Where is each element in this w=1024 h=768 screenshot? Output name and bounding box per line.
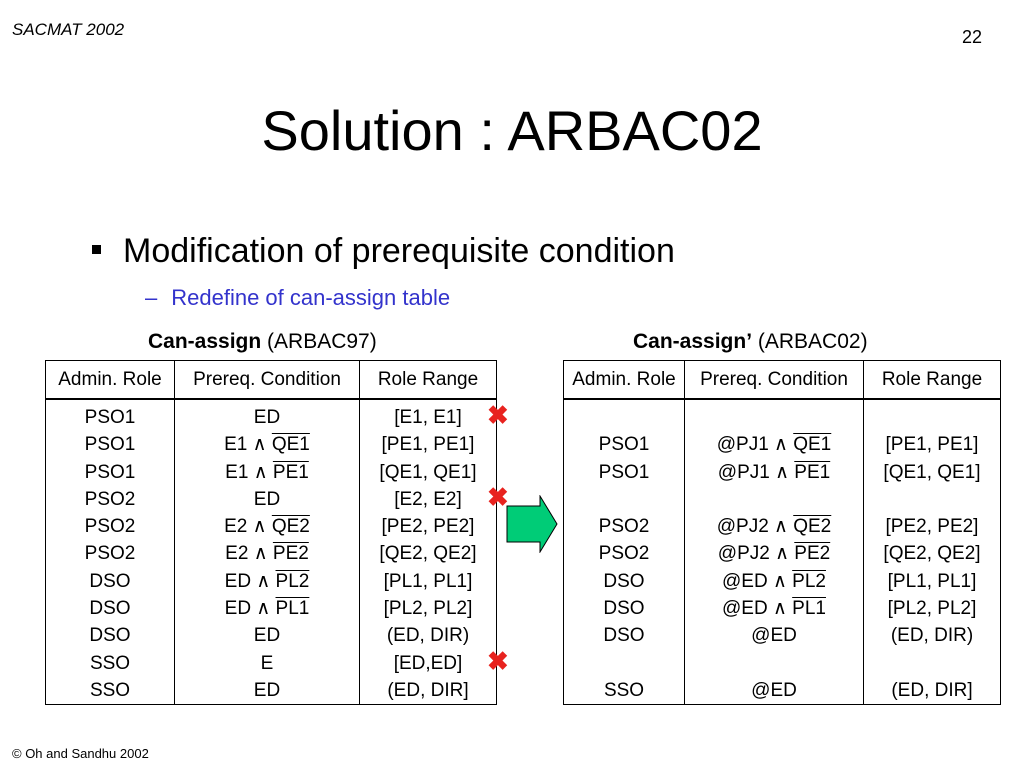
- table-cell: PSO1: [598, 461, 650, 483]
- table-cell: PSO2: [84, 488, 136, 510]
- table-cell: [175, 595, 359, 622]
- condition-term: E1 ∧: [225, 461, 273, 483]
- table-cell: [685, 595, 863, 622]
- table-cell: [175, 486, 359, 513]
- condition-term: @ED: [751, 625, 797, 647]
- table-header-row: [46, 361, 496, 400]
- table-cell: [PL2, PL2]: [383, 598, 473, 620]
- right-caption-bold: Can-assign’: [633, 330, 753, 353]
- right-table-caption: [633, 330, 868, 354]
- negated-term: QE2: [271, 516, 310, 538]
- table-cell: SSO: [89, 679, 131, 701]
- negated-term: QE1: [793, 434, 832, 456]
- table-cell: [175, 431, 359, 458]
- bullet-text: Modification of prerequisite condition: [123, 232, 675, 270]
- table-header-row: [564, 361, 1000, 400]
- table-cell: [685, 568, 863, 595]
- condition-term: E: [260, 652, 274, 674]
- table-cell: PSO1: [598, 434, 650, 456]
- removed-row-x-icon: ✖: [487, 645, 509, 676]
- table-cell: [685, 650, 863, 677]
- table-cell: [PL1, PL1]: [887, 570, 977, 592]
- table-cell: [685, 540, 863, 567]
- table-cell: (ED, DIR): [890, 625, 974, 647]
- condition-term: @PJ1 ∧: [717, 461, 795, 483]
- table-cell: [175, 513, 359, 540]
- can-assign-table-arbac02: [563, 360, 1001, 705]
- condition-term: ED: [253, 488, 281, 510]
- table-cell: [685, 431, 863, 458]
- table-cell: [QE1, QE1]: [379, 461, 477, 483]
- bullet-square-icon: [92, 245, 101, 254]
- table-cell: DSO: [89, 625, 131, 647]
- conference-label: SACMAT 2002: [12, 20, 125, 39]
- negated-term: QE1: [271, 434, 310, 456]
- table-cell: [QE2, QE2]: [883, 543, 981, 565]
- left-table-caption: [148, 330, 377, 354]
- table-cell: [PE1, PE1]: [885, 434, 979, 456]
- table-cell: [PL2, PL2]: [887, 598, 977, 620]
- table-cell: DSO: [603, 598, 645, 620]
- left-caption-bold: Can-assign: [148, 330, 262, 353]
- table-cell: [685, 622, 863, 649]
- column-header: Role Range: [863, 361, 1000, 398]
- negated-term: QE2: [793, 516, 832, 538]
- table-cell: (ED, DIR]: [387, 679, 469, 701]
- table-column-prereq-conditions: [684, 400, 863, 704]
- table-cell: [PE1, PE1]: [381, 434, 475, 456]
- sub-bullet-text: Redefine of can-assign table: [171, 285, 451, 310]
- condition-term: ED: [253, 625, 281, 647]
- table-cell: SSO: [603, 679, 645, 701]
- condition-term: @ED ∧: [722, 570, 793, 592]
- table-cell: [564, 650, 684, 677]
- table-cell: [175, 404, 359, 431]
- table-cell: [864, 650, 1000, 677]
- page-number: 22: [961, 27, 982, 47]
- negated-term: PL2: [275, 570, 310, 592]
- table-column-admin-roles: [564, 400, 684, 704]
- condition-term: ED: [253, 679, 281, 701]
- table-cell: [175, 568, 359, 595]
- negated-term: PE1: [794, 461, 831, 483]
- negated-term: PL1: [275, 598, 310, 620]
- table-cell: [564, 486, 684, 513]
- table-cell: DSO: [89, 598, 131, 620]
- table-cell: [PE2, PE2]: [381, 516, 475, 538]
- condition-term: @PJ1 ∧: [716, 434, 794, 456]
- table-cell: PSO1: [84, 407, 136, 428]
- dash-icon: –: [145, 285, 158, 310]
- table-column-role-ranges: [359, 400, 496, 704]
- table-cell: [175, 677, 359, 704]
- right-arrow-icon: [506, 495, 558, 553]
- table-column-role-ranges: [863, 400, 1000, 704]
- table-cell: [175, 650, 359, 677]
- table-cell: [PL1, PL1]: [383, 570, 473, 592]
- table-column-admin-roles: [46, 400, 174, 704]
- table-cell: PSO1: [84, 461, 136, 483]
- table-cell: [175, 622, 359, 649]
- table-column-prereq-conditions: [174, 400, 359, 704]
- condition-term: @PJ2 ∧: [717, 543, 795, 565]
- condition-term: ED ∧: [224, 570, 276, 592]
- table-cell: SSO: [89, 652, 131, 674]
- negated-term: PL2: [792, 570, 826, 592]
- table-cell: DSO: [603, 625, 645, 647]
- condition-term: E2 ∧: [225, 543, 273, 565]
- column-header: Prereq. Condition: [684, 361, 863, 398]
- table-cell: [864, 404, 1000, 431]
- column-header: Admin. Role: [58, 368, 162, 390]
- condition-term: ED: [253, 407, 281, 428]
- column-header: Role Range: [359, 361, 496, 398]
- condition-term: @ED: [751, 679, 797, 701]
- table-cell: (ED, DIR]: [891, 679, 973, 701]
- table-cell: DSO: [603, 570, 645, 592]
- table-cell: PSO2: [598, 543, 650, 565]
- table-cell: [864, 486, 1000, 513]
- footer-copyright: © Oh and Sandhu 2002: [12, 746, 149, 761]
- negated-term: PE1: [272, 461, 309, 483]
- negated-term: PE2: [794, 543, 831, 565]
- sub-bullet-item: [145, 285, 450, 311]
- negated-term: PL1: [792, 598, 826, 620]
- condition-term: ED ∧: [224, 598, 276, 620]
- table-cell: [685, 513, 863, 540]
- condition-term: E2 ∧: [224, 516, 272, 538]
- slide-title: Solution : ARBAC02: [261, 99, 763, 162]
- condition-term: @ED ∧: [722, 598, 793, 620]
- can-assign-table-arbac97: [45, 360, 497, 705]
- column-header: Prereq. Condition: [174, 361, 359, 398]
- table-cell: [685, 486, 863, 513]
- table-cell: [175, 459, 359, 486]
- condition-term: @PJ2 ∧: [716, 516, 794, 538]
- negated-term: PE2: [272, 543, 309, 565]
- removed-row-x-icon: ✖: [487, 400, 509, 430]
- table-cell: [685, 677, 863, 704]
- condition-term: E1 ∧: [224, 434, 272, 456]
- table-cell: PSO2: [84, 516, 136, 538]
- right-caption-rest: (ARBAC02): [752, 330, 868, 353]
- table-cell: [ED,ED]: [393, 652, 463, 674]
- table-cell: (ED, DIR): [386, 625, 470, 647]
- table-cell: [564, 404, 684, 431]
- bullet-item: [92, 232, 675, 271]
- table-cell: [685, 459, 863, 486]
- table-cell: [PE2, PE2]: [885, 516, 979, 538]
- removed-row-x-icon: ✖: [487, 481, 509, 512]
- table-cell: PSO2: [84, 543, 136, 565]
- table-cell: [QE2, QE2]: [379, 543, 477, 565]
- table-cell: [685, 404, 863, 431]
- table-cell: [QE1, QE1]: [883, 461, 981, 483]
- table-cell: [175, 540, 359, 567]
- left-caption-rest: (ARBAC97): [261, 330, 377, 353]
- table-cell: [E1, E1]: [394, 407, 462, 428]
- table-cell: PSO1: [84, 434, 136, 456]
- table-cell: DSO: [89, 570, 131, 592]
- column-header: Admin. Role: [572, 368, 676, 390]
- table-cell: [E2, E2]: [394, 488, 462, 510]
- table-cell: PSO2: [598, 516, 650, 538]
